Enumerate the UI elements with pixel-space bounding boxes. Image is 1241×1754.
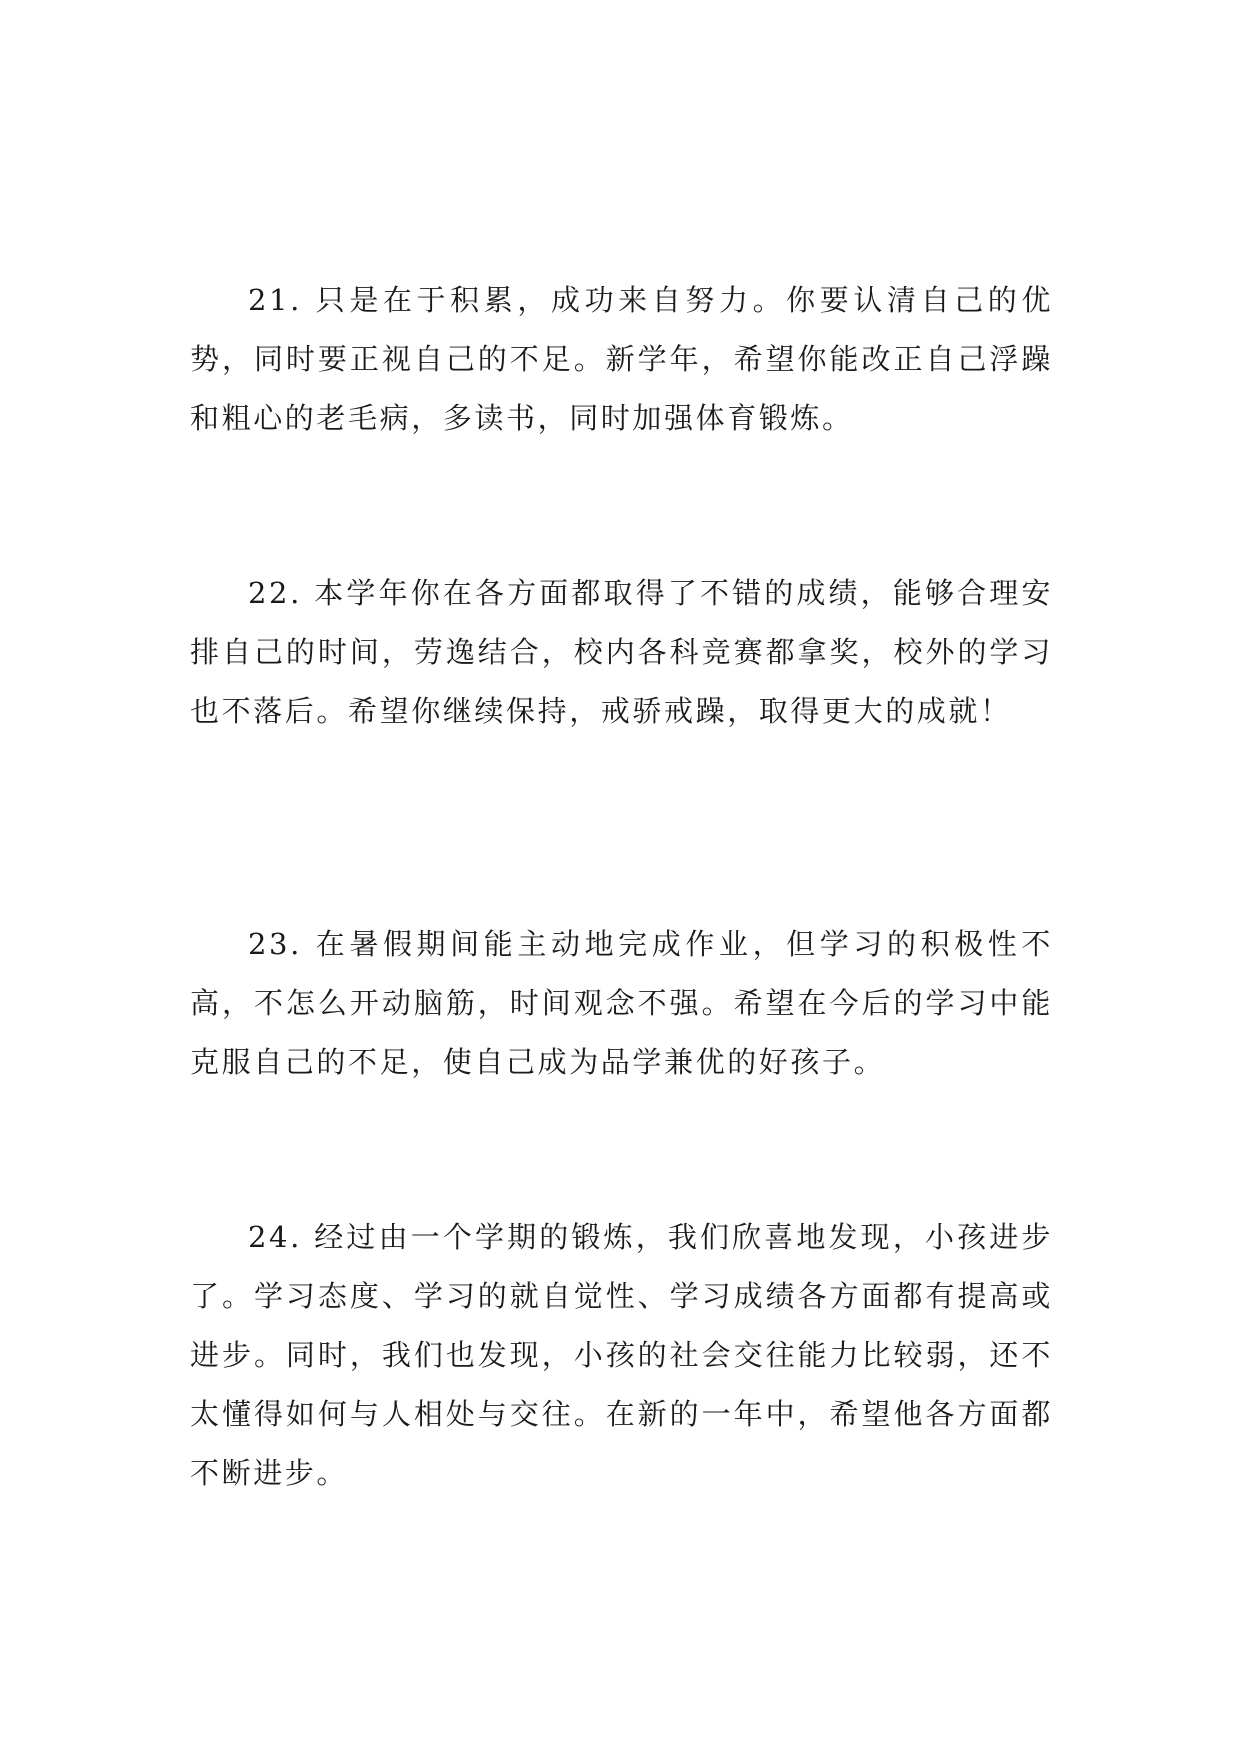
paragraph-text: 本学年你在各方面都取得了不错的成绩，能够合理安排自己的时间，劳逸结合，校内各科竞赛都拿奖，校外的学习也不落后。希望你继续保持，戒骄戒躁，取得更大的成就！	[190, 576, 1053, 728]
paragraph-number: 21.	[248, 283, 302, 317]
paragraph-text: 在暑假期间能主动地完成作业，但学习的积极性不高，不怎么开动脑筋，时间观念不强。希望在今后的学习中能克服自己的不足，使自己成为品学兼优的好孩子。	[190, 927, 1053, 1079]
paragraph-24	[190, 1208, 1053, 1503]
paragraph-text: 经过由一个学期的锻炼，我们欣喜地发现，小孩进步了。学习态度、学习的就自觉性、学习成绩各方面都有提高或进步。同时，我们也发现，小孩的社会交往能力比较弱，还不太懂得如何与人相处与交往。在新的一年中，希望他各方面都不断进步。	[190, 1220, 1053, 1490]
paragraph-number: 23.	[248, 927, 302, 961]
paragraph-23	[190, 915, 1053, 1092]
paragraph-22	[190, 564, 1053, 741]
paragraph-number: 24.	[248, 1220, 302, 1254]
paragraph-number: 22.	[248, 576, 302, 610]
paragraph-21	[190, 271, 1053, 448]
paragraph-text: 只是在于积累，成功来自努力。你要认清自己的优势，同时要正视自己的不足。新学年，希望你能改正自己浮躁和粗心的老毛病，多读书，同时加强体育锻炼。	[190, 283, 1053, 435]
